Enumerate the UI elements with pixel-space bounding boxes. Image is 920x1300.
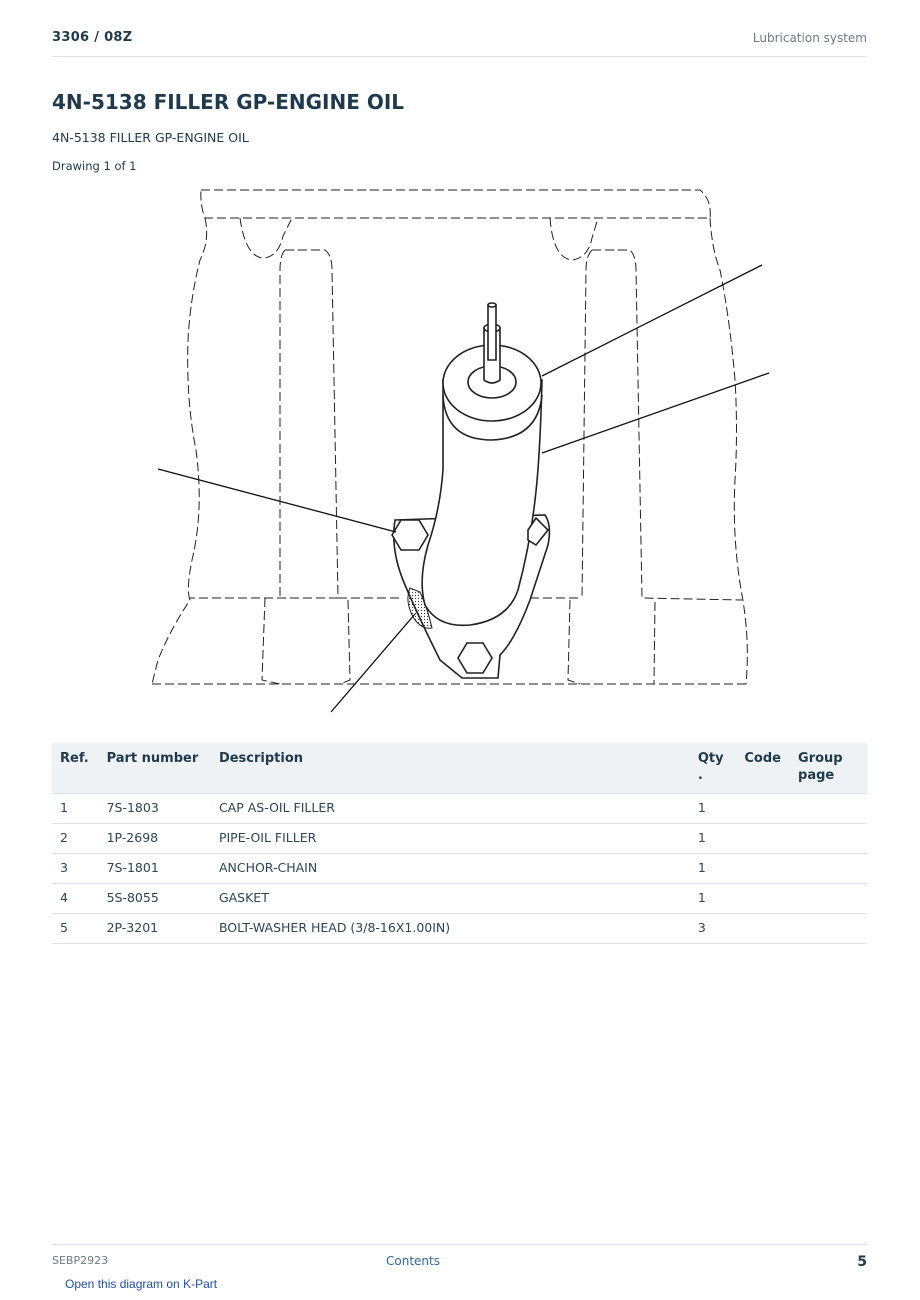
cell-part-number: 2P-3201 [99,914,211,944]
cell-code [736,854,790,884]
table-row [52,854,867,884]
cell-code [736,824,790,854]
cell-qty: 1 [690,854,737,884]
cell-description: CAP AS-OIL FILLER [211,794,690,824]
cell-part-number: 7S-1801 [99,854,211,884]
cell-group-page [790,794,867,824]
cell-group-page [790,884,867,914]
cell-group-page [790,854,867,884]
parts-diagram[interactable] [140,180,780,720]
cell-code [736,884,790,914]
cell-qty: 3 [690,914,737,944]
contents-link[interactable]: Contents [386,1254,440,1268]
section-name: Lubrication system [752,31,867,45]
table-row [52,794,867,824]
col-header-group-page: Group page [790,743,867,794]
page-header [52,28,867,57]
cell-code [736,914,790,944]
open-kpart-link[interactable]: Open this diagram on K-Part [65,1277,218,1291]
cell-qty: 1 [690,824,737,854]
page-title: 4N-5138 FILLER GP-ENGINE OIL [52,90,405,114]
page-subtitle: 4N-5138 FILLER GP-ENGINE OIL [52,130,249,145]
cell-ref: 3 [52,854,99,884]
cell-ref: 5 [52,914,99,944]
drawing-label: Drawing 1 of 1 [52,159,137,173]
parts-table [52,743,867,944]
cell-description: BOLT-WASHER HEAD (3/8-16X1.00IN) [211,914,690,944]
cell-part-number: 7S-1803 [99,794,211,824]
cell-qty: 1 [690,884,737,914]
cell-part-number: 5S-8055 [99,884,211,914]
cell-code [736,794,790,824]
cell-description: PIPE-OIL FILLER [211,824,690,854]
manual-id: SEBP2923 [52,1254,109,1267]
table-header-row [52,743,867,794]
col-header-code: Code [736,743,790,794]
cell-ref: 1 [52,794,99,824]
col-header-qty: Qty . [690,743,737,794]
col-header-description: Description [211,743,690,794]
cell-description: GASKET [211,884,690,914]
cell-ref: 2 [52,824,99,854]
cell-description: ANCHOR-CHAIN [211,854,690,884]
table-row [52,914,867,944]
cell-qty: 1 [690,794,737,824]
doc-code: 3306 / 08Z [52,30,133,45]
page-number: 5 [857,1254,867,1270]
cell-group-page [790,914,867,944]
table-row [52,824,867,854]
cell-group-page [790,824,867,854]
page-footer [52,1244,867,1275]
table-row [52,884,867,914]
col-header-part-number: Part number [99,743,211,794]
cell-ref: 4 [52,884,99,914]
cell-part-number: 1P-2698 [99,824,211,854]
col-header-ref: Ref. [52,743,99,794]
